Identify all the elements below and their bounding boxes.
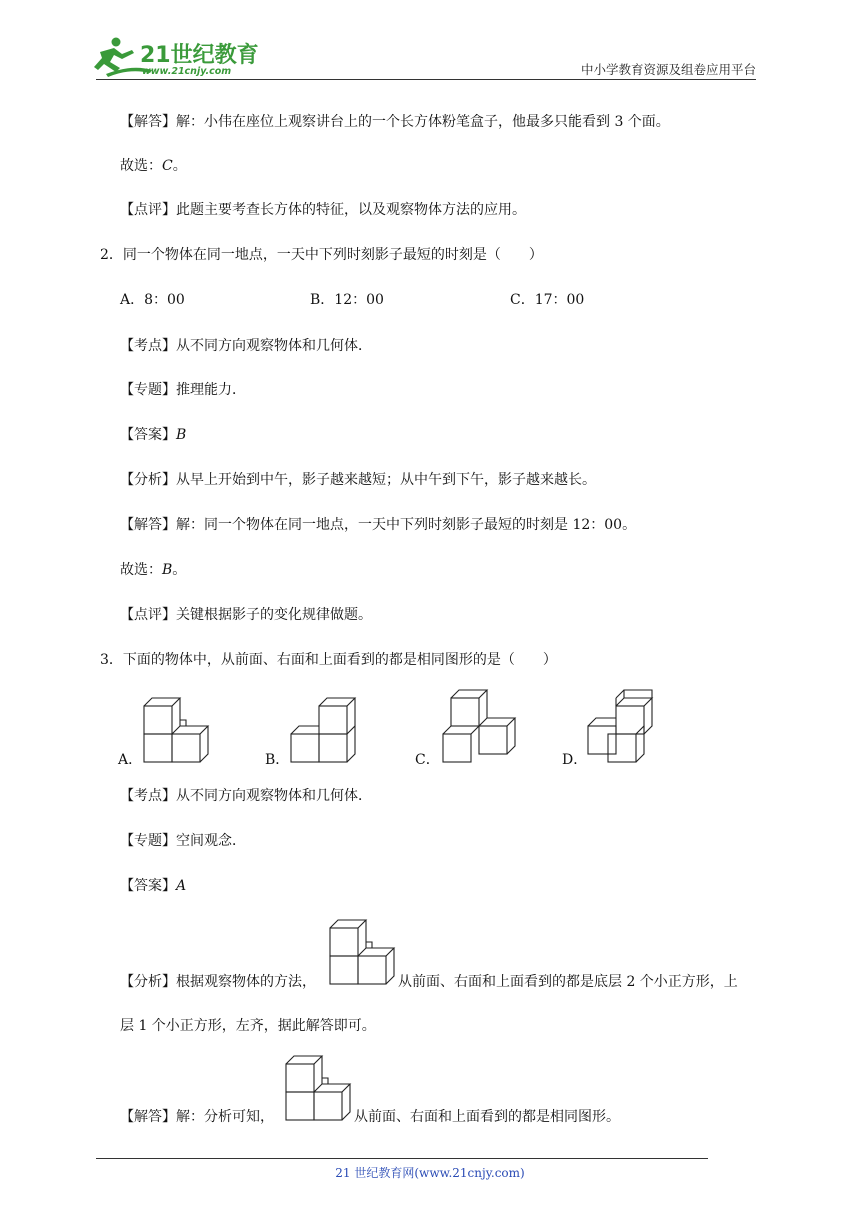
q2-fenxi: 【分析】从早上开始到中午，影子越来越短；从中午到下午，影子越来越长。: [120, 472, 596, 488]
q3-kaodian: 【考点】从不同方向观察物体和几何体．: [120, 788, 372, 804]
q3-option-label-a: A．: [118, 752, 143, 768]
daan-prefix: 【答案】: [120, 427, 176, 443]
q3-fenxi-line1-a: 【分析】根据观察物体的方法，: [120, 974, 316, 990]
q3-zhuanti: 【专题】空间观念．: [120, 833, 246, 849]
q2-jieda: 【解答】解：同一个物体在同一地点，一天中下列时刻影子最短的时刻是 12：00。: [120, 517, 637, 533]
guxuan-letter: B: [162, 562, 173, 578]
guxuan-suffix: 。: [172, 562, 187, 578]
footer-divider: [96, 1158, 708, 1159]
q2-kaodian: 【考点】从不同方向观察物体和几何体．: [120, 338, 372, 354]
q3-fenxi-line2: 层 1 个小正方形，左齐，据此解答即可。: [120, 1018, 376, 1034]
q2-dianping: 【点评】关键根据影子的变化规律做题。: [120, 607, 372, 623]
daan-letter: A: [176, 878, 187, 894]
q2-zhuanti: 【专题】推理能力．: [120, 382, 246, 398]
guxuan-suffix: 。: [172, 158, 187, 174]
guxuan-letter: C: [162, 158, 173, 174]
q3-option-label-d: D．: [562, 752, 588, 768]
q3-jieda-a: 【解答】解：分析可知，: [120, 1109, 274, 1125]
logo-url: www.21cnjy.com: [142, 66, 232, 77]
platform-name: 中小学教育资源及组卷应用平台: [580, 62, 756, 77]
cube-figure-solution: [282, 1050, 354, 1124]
q2-option-c: C．17：00: [510, 292, 585, 308]
q3-jieda-b: 从前面、右面和上面看到的都是相同图形。: [354, 1109, 620, 1125]
footer-link[interactable]: 21 世纪教育网(www.21cnjy.com): [335, 1166, 525, 1180]
q1-dianping: 【点评】此题主要考查长方体的特征，以及观察物体方法的应用。: [120, 202, 526, 218]
cube-figure-c: [440, 686, 520, 764]
q1-jieda: 【解答】解：小伟在座位上观察讲台上的一个长方体粉笔盒子，他最多只能看到 3 个面。: [120, 114, 670, 130]
q3-stem: 3．下面的物体中，从前面、右面和上面看到的都是相同图形的是（ ）: [100, 652, 557, 668]
q2-option-a: A．8：00: [120, 292, 185, 308]
header-divider: [96, 79, 756, 80]
q2-stem: 2．同一个物体在同一地点，一天中下列时刻影子最短的时刻是（ ）: [100, 247, 543, 263]
q3-option-label-c: C．: [415, 752, 440, 768]
logo-text: 21世纪教育: [140, 43, 259, 68]
q3-option-label-b: B．: [265, 752, 290, 768]
q3-fenxi-line1-b: 从前面、右面和上面看到的都是底层 2 个小正方形，上: [398, 974, 738, 990]
daan-letter: B: [176, 427, 187, 443]
guxuan-prefix: 故选：: [120, 158, 162, 174]
q2-guxuan: [120, 560, 186, 580]
cube-figure-analysis: [326, 914, 398, 988]
guxuan-prefix: 故选：: [120, 562, 162, 578]
runner-logo-icon: [92, 34, 262, 80]
cube-figure-a: [140, 692, 220, 764]
site-logo: [92, 34, 262, 80]
cube-figure-b: [288, 692, 368, 764]
cube-figure-d: [585, 686, 665, 764]
daan-prefix: 【答案】: [120, 878, 176, 894]
q3-daan: [120, 876, 186, 896]
q2-option-b: B．12：00: [310, 292, 384, 308]
q1-guxuan: [120, 156, 187, 176]
q2-daan: [120, 425, 186, 445]
